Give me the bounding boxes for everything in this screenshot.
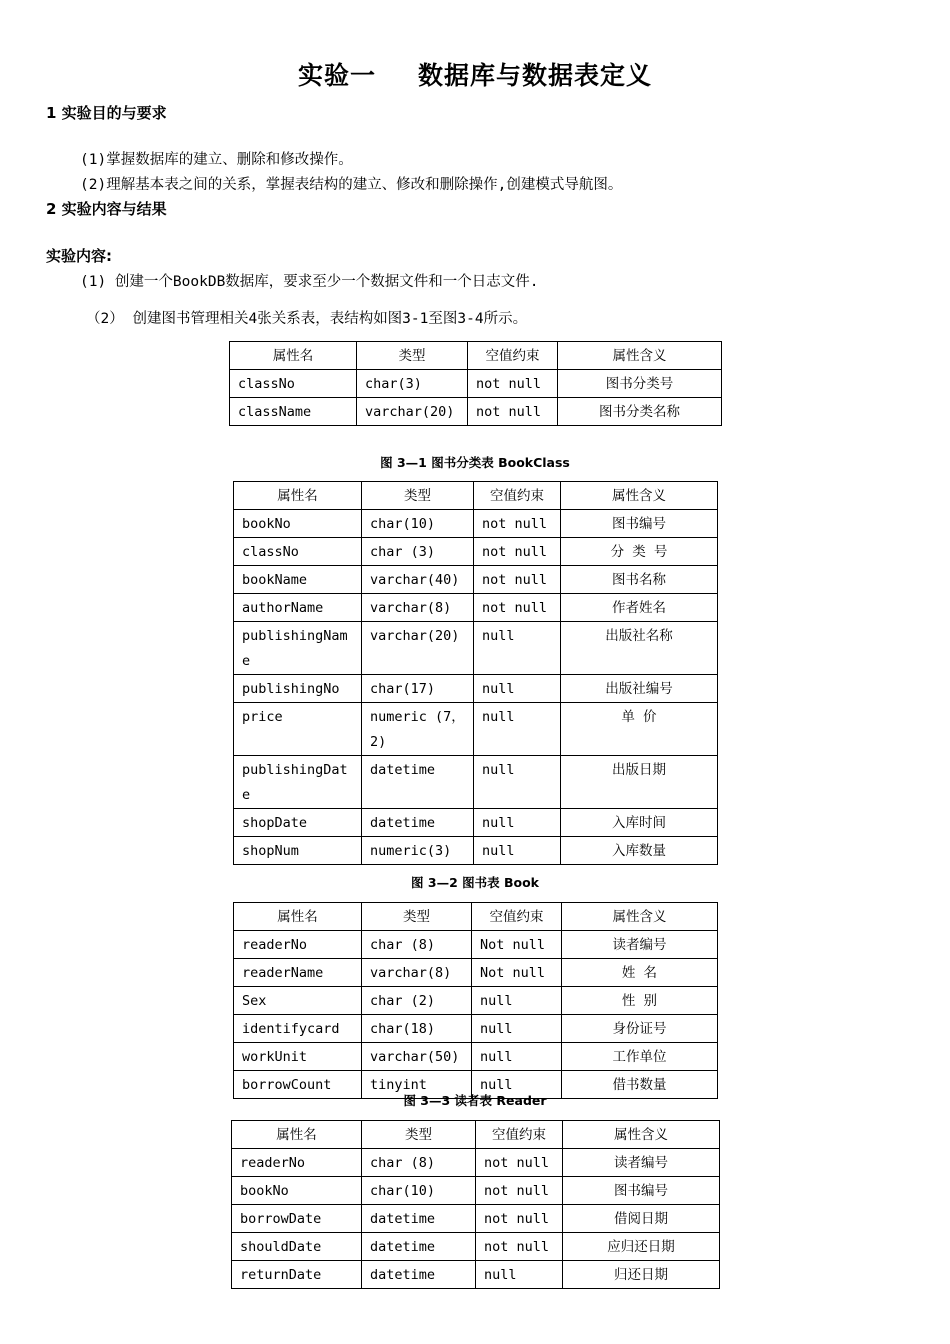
table-row <box>234 1015 718 1043</box>
cell-attribute: className <box>230 398 357 426</box>
cell-null-constraint: not null <box>476 1205 563 1233</box>
cell-attribute: publishingDate <box>234 756 362 809</box>
cell-null-constraint: not null <box>476 1177 563 1205</box>
cell-meaning: 姓 名 <box>562 959 718 987</box>
header-type: 类型 <box>362 1121 476 1149</box>
cell-meaning: 图书名称 <box>561 566 718 594</box>
header-attribute: 属性名 <box>232 1121 362 1149</box>
cell-meaning: 读者编号 <box>562 931 718 959</box>
header-null-constraint: 空值约束 <box>468 342 558 370</box>
header-attribute: 属性名 <box>234 903 362 931</box>
content-item-2: （2） 创建图书管理相关4张关系表，表结构如图3-1至图3-4所示。 <box>86 311 528 327</box>
header-null-constraint: 空值约束 <box>472 903 562 931</box>
cell-attribute: readerNo <box>232 1149 362 1177</box>
cell-meaning: 图书编号 <box>563 1177 720 1205</box>
cell-meaning: 图书分类名称 <box>558 398 722 426</box>
header-meaning: 属性含义 <box>558 342 722 370</box>
table-row <box>234 510 718 538</box>
cell-type: char(10) <box>362 1177 476 1205</box>
cell-attribute: bookNo <box>232 1177 362 1205</box>
cell-type: datetime <box>362 1205 476 1233</box>
cell-type: char(17) <box>362 675 474 703</box>
cell-null-constraint: not null <box>476 1233 563 1261</box>
cell-null-constraint: null <box>474 756 561 809</box>
table-header-row <box>232 1121 720 1149</box>
title-part-2: 数据库与数据表定义 <box>418 61 653 90</box>
cell-attribute: borrowCount <box>234 1071 362 1099</box>
cell-attribute: shopNum <box>234 837 362 865</box>
cell-attribute: identifycard <box>234 1015 362 1043</box>
cell-null-constraint: Not null <box>472 959 562 987</box>
cell-attribute: Sex <box>234 987 362 1015</box>
table-row <box>234 931 718 959</box>
cell-null-constraint: null <box>474 703 561 756</box>
title-part-1: 实验一 <box>297 61 376 90</box>
cell-null-constraint: not null <box>468 370 558 398</box>
cell-type: varchar(8) <box>362 594 474 622</box>
cell-null-constraint: not null <box>474 566 561 594</box>
content-item-1: (1) 创建一个BookDB数据库，要求至少一个数据文件和一个日志文件. <box>80 274 539 290</box>
header-attribute: 属性名 <box>234 482 362 510</box>
cell-meaning: 图书分类号 <box>558 370 722 398</box>
cell-null-constraint: null <box>472 1043 562 1071</box>
table-row <box>234 1043 718 1071</box>
table-row <box>234 594 718 622</box>
cell-meaning: 入库数量 <box>561 837 718 865</box>
cell-type: char (2) <box>362 987 472 1015</box>
table-row <box>230 370 722 398</box>
cell-attribute: classNo <box>234 538 362 566</box>
cell-meaning: 借书数量 <box>562 1071 718 1099</box>
table-header-row <box>234 903 718 931</box>
cell-type: datetime <box>362 809 474 837</box>
caption-figure-3-3: 图 3—3 读者表 Reader <box>403 1093 547 1108</box>
cell-attribute: returnDate <box>232 1261 362 1289</box>
cell-null-constraint: Not null <box>472 931 562 959</box>
table-row <box>230 398 722 426</box>
cell-type: char(18) <box>362 1015 472 1043</box>
cell-attribute: authorName <box>234 594 362 622</box>
content-subheading: 实验内容: <box>46 247 112 265</box>
cell-attribute: readerNo <box>234 931 362 959</box>
cell-null-constraint: not null <box>474 538 561 566</box>
table-row <box>234 622 718 675</box>
table-row <box>232 1205 720 1233</box>
cell-meaning: 入库时间 <box>561 809 718 837</box>
cell-meaning: 借阅日期 <box>563 1205 720 1233</box>
cell-meaning: 身份证号 <box>562 1015 718 1043</box>
header-null-constraint: 空值约束 <box>474 482 561 510</box>
cell-type: char (3) <box>362 538 474 566</box>
table-borrow <box>231 1120 720 1289</box>
cell-attribute: publishingNo <box>234 675 362 703</box>
cell-attribute: borrowDate <box>232 1205 362 1233</box>
cell-meaning: 出版社编号 <box>561 675 718 703</box>
table-row <box>234 837 718 865</box>
table-row <box>234 703 718 756</box>
cell-type: varchar(50) <box>362 1043 472 1071</box>
objective-item-1: (1)掌握数据库的建立、删除和修改操作。 <box>80 152 353 168</box>
header-type: 类型 <box>357 342 468 370</box>
cell-null-constraint: null <box>474 622 561 675</box>
caption-figure-3-1: 图 3—1 图书分类表 BookClass <box>380 455 570 470</box>
cell-meaning: 出版社名称 <box>561 622 718 675</box>
cell-meaning: 分 类 号 <box>561 538 718 566</box>
cell-null-constraint: null <box>472 987 562 1015</box>
table-reader <box>233 902 718 1099</box>
cell-meaning: 出版日期 <box>561 756 718 809</box>
cell-attribute: price <box>234 703 362 756</box>
cell-type: numeric (7，2) <box>362 703 474 756</box>
header-type: 类型 <box>362 903 472 931</box>
table-row <box>234 987 718 1015</box>
cell-null-constraint: null <box>474 837 561 865</box>
table-row <box>232 1233 720 1261</box>
cell-attribute: shopDate <box>234 809 362 837</box>
header-null-constraint: 空值约束 <box>476 1121 563 1149</box>
cell-attribute: shouldDate <box>232 1233 362 1261</box>
cell-attribute: classNo <box>230 370 357 398</box>
caption-figure-3-2: 图 3—2 图书表 Book <box>411 875 539 890</box>
cell-type: char (8) <box>362 931 472 959</box>
cell-attribute: bookName <box>234 566 362 594</box>
cell-type: char(3) <box>357 370 468 398</box>
cell-null-constraint: not null <box>476 1149 563 1177</box>
header-meaning: 属性含义 <box>563 1121 720 1149</box>
table-row <box>234 809 718 837</box>
cell-type: tinyint <box>362 1071 472 1099</box>
cell-type: datetime <box>362 756 474 809</box>
table-row <box>232 1149 720 1177</box>
table-row <box>234 566 718 594</box>
cell-type: varchar(20) <box>357 398 468 426</box>
cell-null-constraint: null <box>474 675 561 703</box>
cell-meaning: 工作单位 <box>562 1043 718 1071</box>
cell-null-constraint: not null <box>474 510 561 538</box>
cell-type: char(10) <box>362 510 474 538</box>
objective-item-2: (2)理解基本表之间的关系，掌握表结构的建立、修改和删除操作,创建模式导航图。 <box>80 177 623 193</box>
cell-type: varchar(40) <box>362 566 474 594</box>
cell-type: varchar(8) <box>362 959 472 987</box>
cell-type: char (8) <box>362 1149 476 1177</box>
cell-type: varchar(20) <box>362 622 474 675</box>
cell-attribute: bookNo <box>234 510 362 538</box>
cell-meaning: 单 价 <box>561 703 718 756</box>
document-title <box>0 56 950 92</box>
header-attribute: 属性名 <box>230 342 357 370</box>
table-row <box>234 756 718 809</box>
section-1-heading: 1 实验目的与要求 <box>46 104 167 122</box>
header-meaning: 属性含义 <box>562 903 718 931</box>
cell-null-constraint: null <box>474 809 561 837</box>
table-bookclass <box>229 341 722 426</box>
cell-attribute: readerName <box>234 959 362 987</box>
cell-meaning: 性 别 <box>562 987 718 1015</box>
cell-meaning: 归还日期 <box>563 1261 720 1289</box>
cell-attribute: publishingName <box>234 622 362 675</box>
header-type: 类型 <box>362 482 474 510</box>
header-meaning: 属性含义 <box>561 482 718 510</box>
cell-meaning: 读者编号 <box>563 1149 720 1177</box>
table-header-row <box>234 482 718 510</box>
cell-null-constraint: not null <box>468 398 558 426</box>
cell-meaning: 图书编号 <box>561 510 718 538</box>
table-row <box>234 538 718 566</box>
cell-type: numeric(3) <box>362 837 474 865</box>
table-header-row <box>230 342 722 370</box>
cell-type: datetime <box>362 1233 476 1261</box>
section-2-heading: 2 实验内容与结果 <box>46 200 167 218</box>
table-book <box>233 481 718 865</box>
table-row <box>234 959 718 987</box>
table-row <box>234 675 718 703</box>
table-row <box>232 1261 720 1289</box>
cell-meaning: 应归还日期 <box>563 1233 720 1261</box>
cell-null-constraint: not null <box>474 594 561 622</box>
cell-meaning: 作者姓名 <box>561 594 718 622</box>
cell-null-constraint: null <box>472 1071 562 1099</box>
cell-null-constraint: null <box>476 1261 563 1289</box>
cell-type: datetime <box>362 1261 476 1289</box>
table-row <box>232 1177 720 1205</box>
cell-attribute: workUnit <box>234 1043 362 1071</box>
cell-null-constraint: null <box>472 1015 562 1043</box>
